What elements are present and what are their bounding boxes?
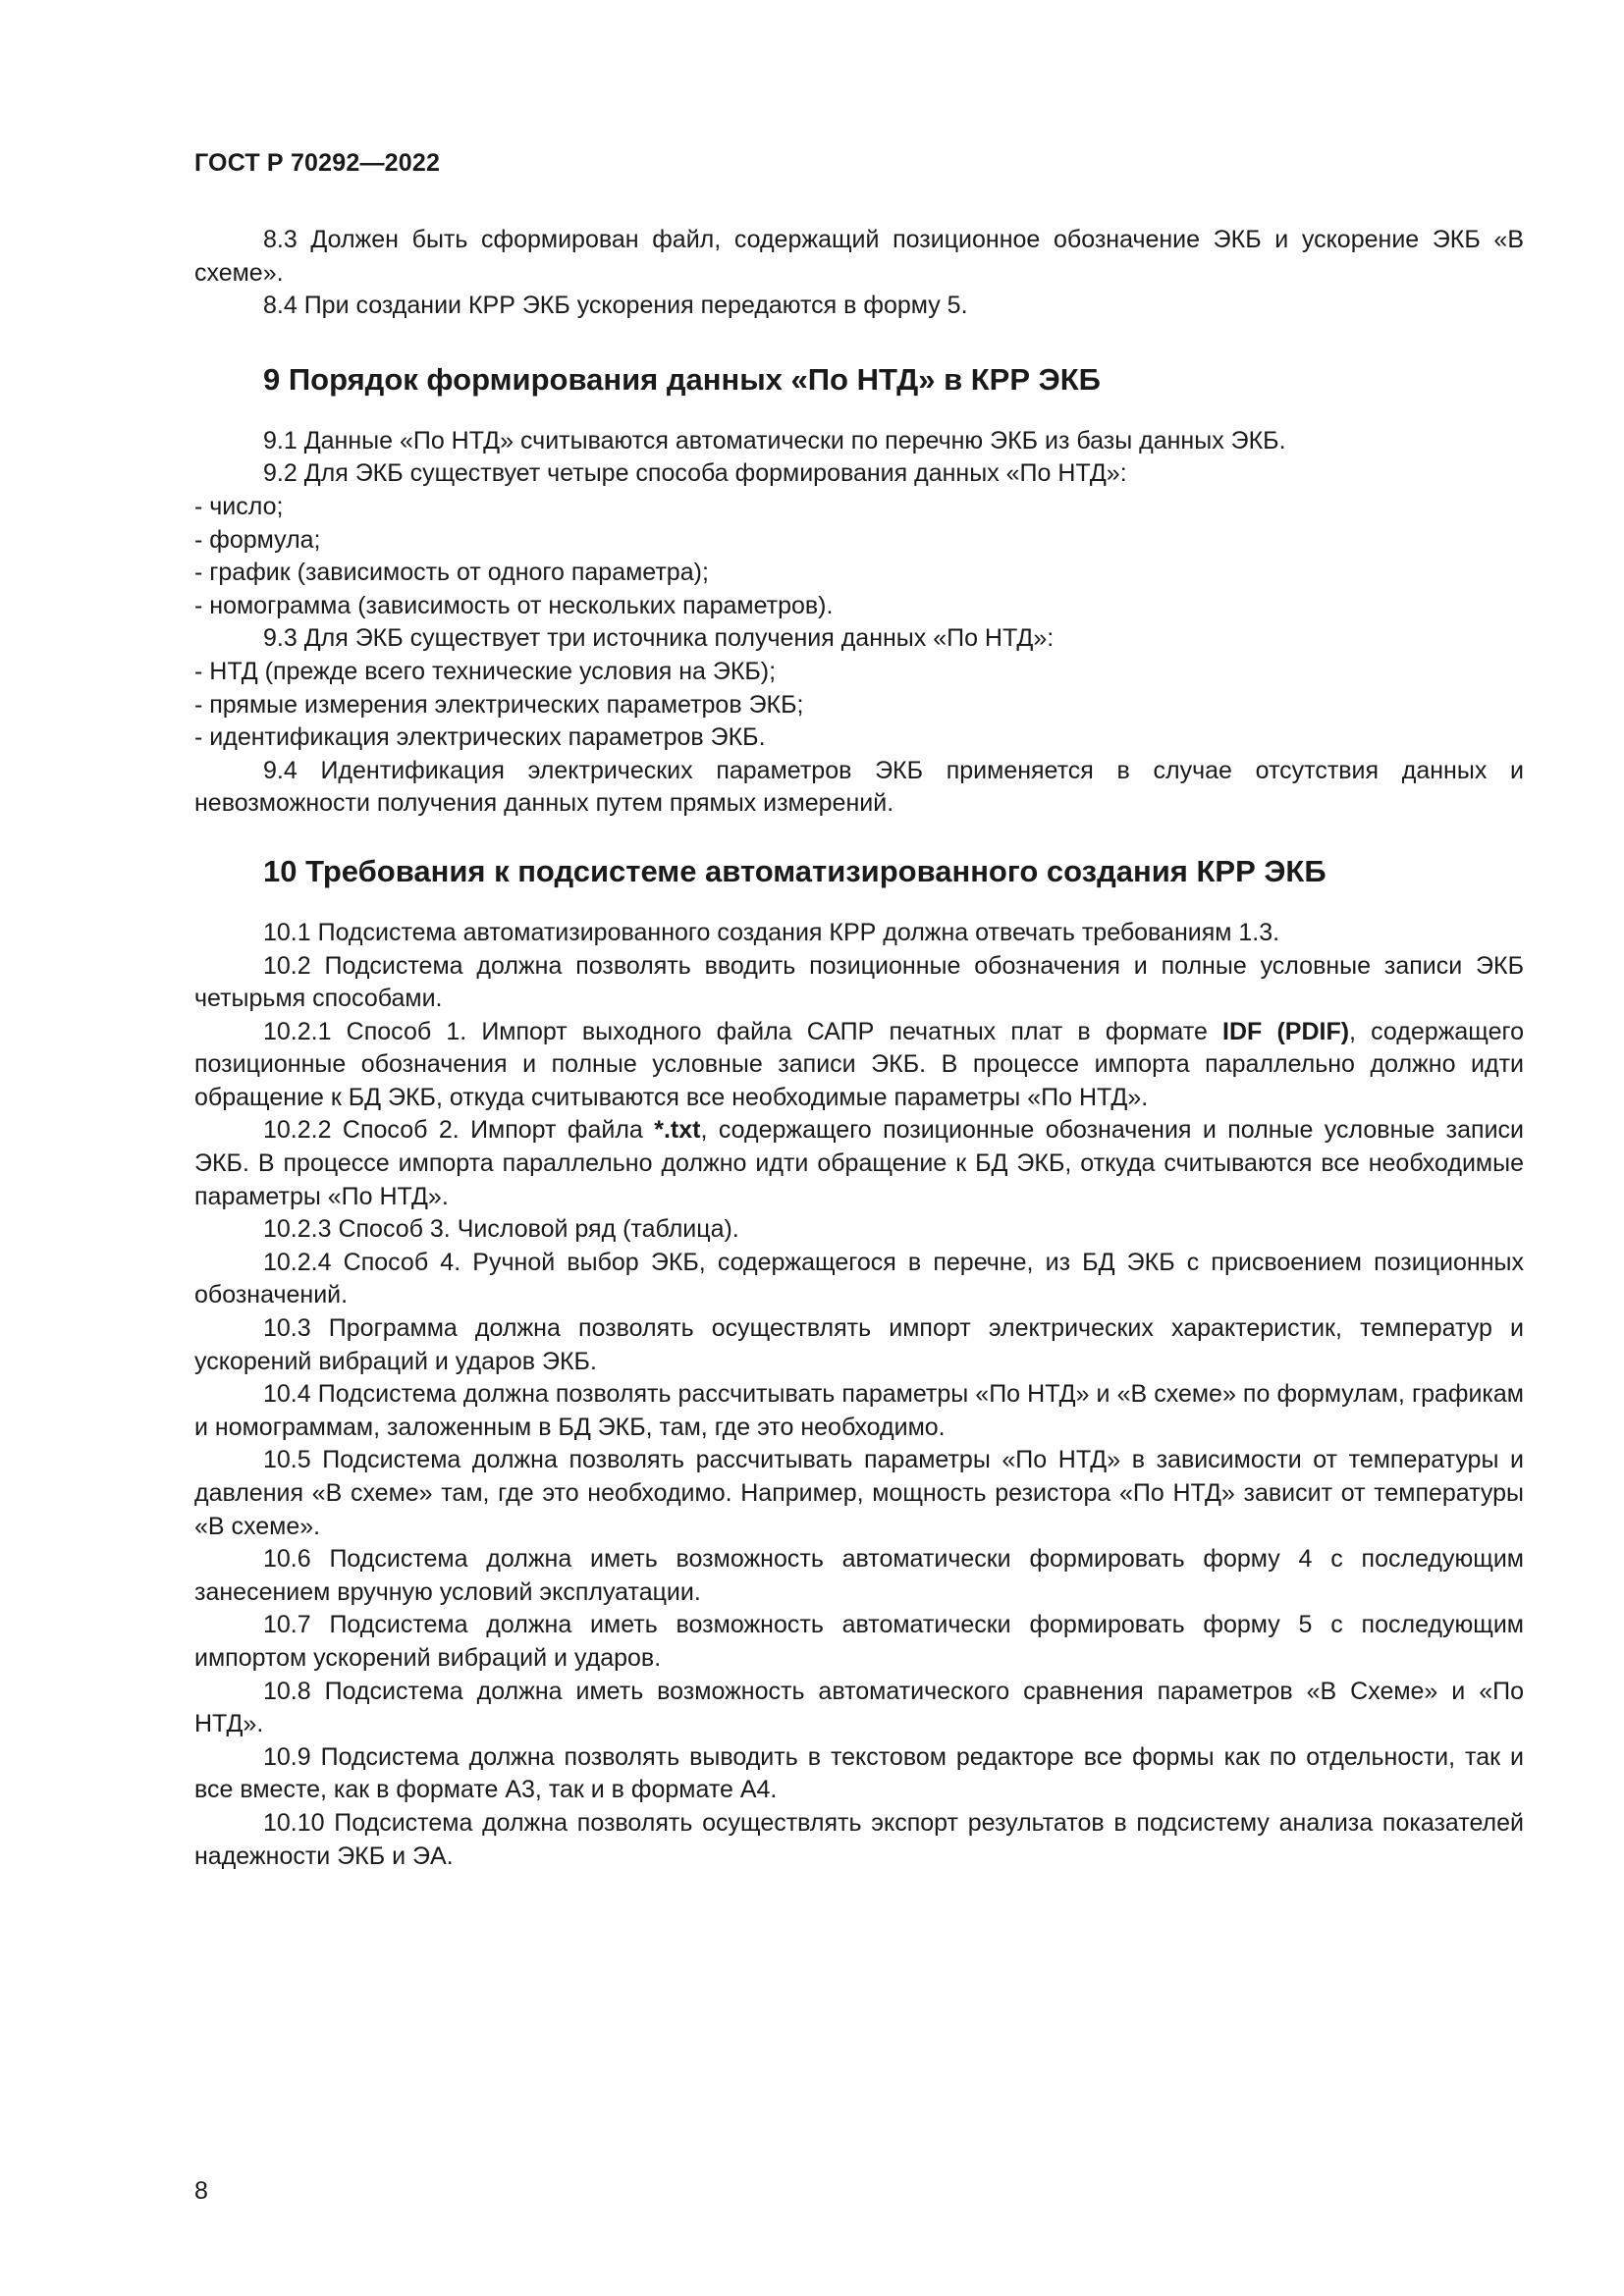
format-name-idf: IDF (PDIF) <box>1222 1017 1350 1045</box>
text-run: 10.2.2 Способ 2. Импорт файла <box>263 1116 655 1145</box>
paragraph-10-6: 10.6 Подсистема должна иметь возможность автоматически формировать форму 4 с последующим занесением вручную условий эксплуатации. <box>194 1545 1524 1606</box>
list-item: - номограмма (зависимость от нескольких параметров). <box>194 591 834 619</box>
paragraph-9-2: 9.2 Для ЭКБ существует четыре способа формирования данных «По НТД»: <box>263 459 1127 488</box>
list-item: - график (зависимость от одного параметра); <box>194 559 709 587</box>
format-name-txt: *.txt <box>654 1116 701 1145</box>
paragraph-10-8: 10.8 Подсистема должна иметь возможность автоматического сравнения параметров «В Схеме» и «По НТД». <box>194 1677 1524 1738</box>
paragraph-8-3: 8.3 Должен быть сформирован файл, содержащий позиционное обозначение ЭКБ и ускорение ЭКБ «В схеме». <box>194 226 1524 287</box>
section-10-heading: 10 Требования к подсистеме автоматизированного создания КРР ЭКБ <box>263 853 1326 888</box>
paragraph-10-3: 10.3 Программа должна позволять осуществлять импорт электрических характеристик, температур и ускорений вибраций и ударов ЭКБ. <box>194 1314 1524 1375</box>
paragraph-8-4: 8.4 При создании КРР ЭКБ ускорения передаются в форму 5. <box>263 292 968 320</box>
paragraph-10-2-3: 10.2.3 Способ 3. Числовой ряд (таблица). <box>263 1215 739 1244</box>
section-9-heading: 9 Порядок формирования данных «По НТД» в КРР ЭКБ <box>263 361 1101 397</box>
text-run: 10.2.1 Способ 1. Импорт выходного файла САПР печатных плат в формате <box>263 1017 1223 1045</box>
paragraph-10-10: 10.10 Подсистема должна позволять осуществлять экспорт результатов в подсистему анализа показателей надежности ЭКБ и ЭА. <box>194 1808 1524 1870</box>
paragraph-10-9: 10.9 Подсистема должна позволять выводить в текстовом редакторе все формы как по отдельности, так и все вместе, как в формате А3, так и в формате А4. <box>194 1742 1524 1804</box>
text-run: , содержащего позиционные обозначения и полные условные записи ЭКБ. В процессе импорта параллельно должно идти обращение к БД ЭКБ, откуда считываются все необходимые параметры «По НТД». <box>194 1116 1525 1210</box>
paragraph-10-2-2 <box>194 1114 1524 1213</box>
paragraph-9-1: 9.1 Данные «По НТД» считываются автоматически по перечню ЭКБ из базы данных ЭКБ. <box>263 426 1286 454</box>
paragraph-10-2-4: 10.2.4 Способ 4. Ручной выбор ЭКБ, содержащегося в перечне, из БД ЭКБ с присвоением позиционных обозначений. <box>194 1248 1524 1309</box>
paragraph-10-2-1 <box>194 1016 1524 1115</box>
list-item: - НТД (прежде всего технические условия на ЭКБ); <box>194 657 777 685</box>
list-item: - прямые измерения электрических параметров ЭКБ; <box>194 690 804 719</box>
list-item: - число; <box>194 492 284 520</box>
paragraph-9-3: 9.3 Для ЭКБ существует три источника получения данных «По НТД»: <box>263 624 1055 653</box>
paragraph-9-4: 9.4 Идентификация электрических параметров ЭКБ применяется в случае отсутствия данных и невозможности получения данных путем прямых измерений. <box>194 756 1524 818</box>
document-code: ГОСТ Р 70292—2022 <box>194 149 441 177</box>
paragraph-10-4: 10.4 Подсистема должна позволять рассчитывать параметры «По НТД» и «В схеме» по формулам, графикам и номограммам, заложенным в БД ЭКБ, там, где это необходимо. <box>194 1380 1524 1441</box>
list-item: - формула; <box>194 525 321 554</box>
paragraph-10-7: 10.7 Подсистема должна иметь возможность автоматически формировать форму 5 с последующим импортом ускорений вибраций и ударов. <box>194 1611 1524 1672</box>
page-body <box>194 224 1524 1873</box>
text-run: , содержащего позиционные обозначения и полные условные записи ЭКБ. В процессе импорта параллельно должно идти обращение к БД ЭКБ, откуда считываются все необходимые параметры «По НТД». <box>194 1017 1524 1111</box>
list-item: - идентификация электрических параметров ЭКБ. <box>194 723 766 752</box>
page-number: 8 <box>194 2177 208 2205</box>
paragraph-10-1: 10.1 Подсистема автоматизированного создания КРР должна отвечать требованиям 1.3. <box>263 918 1280 946</box>
paragraph-10-5: 10.5 Подсистема должна позволять рассчитывать параметры «По НТД» в зависимости от температуры и давления «В схеме» там, где это необходимо. Например, мощность резистора «По НТД» зависит от температуры «В схеме». <box>194 1446 1524 1540</box>
paragraph-10-2: 10.2 Подсистема должна позволять вводить позиционные обозначения и полные условные записи ЭКБ четырьмя способами. <box>194 951 1524 1013</box>
